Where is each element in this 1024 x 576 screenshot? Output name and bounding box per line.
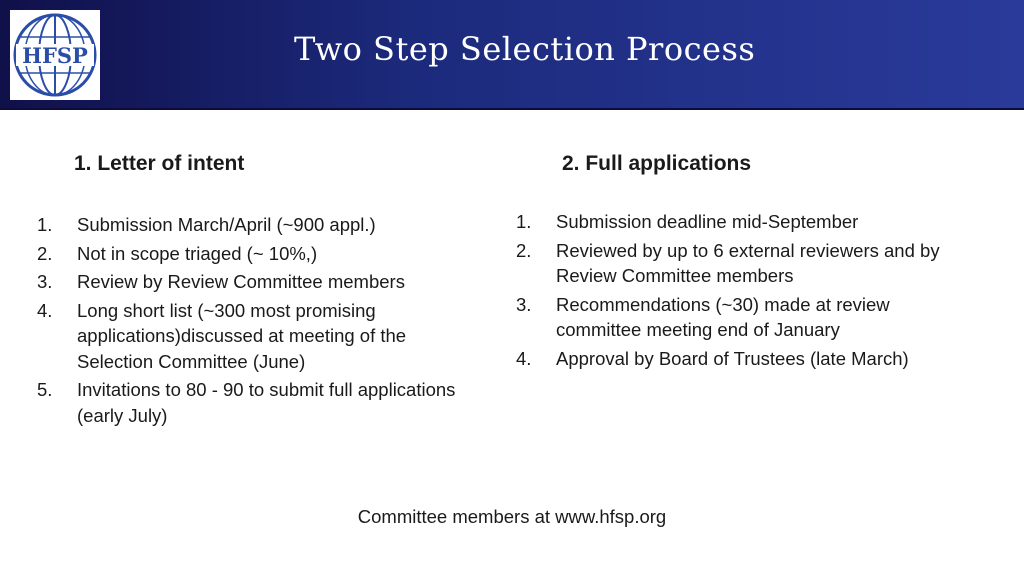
title-bar xyxy=(0,0,1024,110)
list-item-text: Review by Review Committee members xyxy=(77,271,405,292)
list-number: 2. xyxy=(37,242,53,264)
list-item xyxy=(37,241,457,267)
list-item xyxy=(516,346,966,372)
list-item xyxy=(516,292,966,343)
list-number: 4. xyxy=(37,299,53,321)
full-applications-list xyxy=(516,209,966,374)
list-number: 1. xyxy=(516,211,532,232)
list-number: 3. xyxy=(516,293,532,315)
list-item-text: Long short list (~300 most promising applications)discussed at meeting of the Selection Committee (June) xyxy=(77,299,407,372)
globe-logo-icon xyxy=(10,10,100,100)
list-item-text: Approval by Board of Trustees (late March) xyxy=(556,347,909,369)
list-item-text: Reviewed by up to 6 external reviewers and by Review Committee members xyxy=(556,239,940,286)
list-item xyxy=(37,298,457,375)
list-number: 3. xyxy=(37,271,53,292)
full-applications-heading: 2. Full applications xyxy=(562,152,752,175)
list-item xyxy=(516,238,966,289)
list-number: 1. xyxy=(37,214,53,235)
hfsp-logo xyxy=(10,10,100,100)
logo-text: HFSP xyxy=(22,43,88,68)
list-item-text: Not in scope triaged (~ 10%,) xyxy=(77,242,318,264)
footer-note: Committee members at www.hfsp.org xyxy=(357,506,667,527)
list-number: 4. xyxy=(516,347,532,369)
list-item-text: Submission deadline mid-September xyxy=(556,211,859,232)
page-title: Two Step Selection Process xyxy=(294,30,756,68)
list-item-text: Invitations to 80 - 90 to submit full applications (early July) xyxy=(77,379,456,426)
list-item xyxy=(37,212,457,238)
letter-of-intent-list xyxy=(37,212,457,431)
list-item-text: Recommendations (~30) made at review committee meeting end of January xyxy=(556,293,890,340)
list-item xyxy=(516,209,966,235)
list-number: 2. xyxy=(516,239,532,261)
letter-of-intent-heading: 1. Letter of intent xyxy=(74,152,245,175)
list-item xyxy=(37,377,457,428)
list-item xyxy=(37,269,457,295)
list-number: 5. xyxy=(37,379,53,400)
list-item-text: Submission March/April (~900 appl.) xyxy=(77,214,376,235)
